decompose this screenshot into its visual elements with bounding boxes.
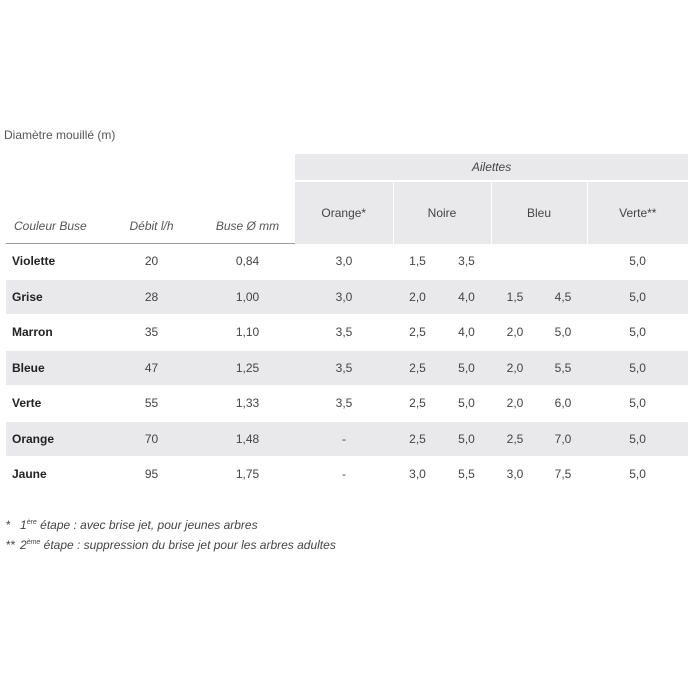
cell-bleu-min: 2,0 (491, 350, 539, 386)
cell-verte: 5,0 (587, 350, 688, 386)
cell-buse: 1,75 (200, 457, 295, 493)
col-header-couleur: Couleur Buse (6, 181, 103, 244)
cell-verte: 5,0 (587, 421, 688, 457)
col-header-buse: Buse Ø mm (200, 181, 295, 244)
cell-debit: 47 (103, 350, 200, 386)
cell-buse: 1,48 (200, 421, 295, 457)
footnote-1-mark: * (6, 518, 11, 532)
table-caption: Diamètre mouillé (m) (4, 128, 116, 142)
cell-noire-max: 3,5 (442, 244, 491, 280)
footnote-2-text: étape : suppression du brise jet pour les arbres adultes (40, 538, 336, 552)
cell-buse: 1,33 (200, 386, 295, 422)
header-row-top (6, 154, 688, 181)
cell-noire-min: 2,5 (393, 315, 442, 351)
cell-verte: 5,0 (587, 457, 688, 493)
cell-bleu-min (491, 244, 539, 280)
cell-bleu-min: 2,0 (491, 386, 539, 422)
footnotes (6, 514, 336, 554)
cell-bleu-max: 7,0 (539, 421, 587, 457)
footnote-2-number: 2 (20, 538, 27, 552)
table-row (6, 244, 688, 280)
cell-noire-max: 5,0 (442, 350, 491, 386)
cell-verte: 5,0 (587, 386, 688, 422)
cell-bleu-max: 4,5 (539, 279, 587, 315)
cell-noire-max: 5,0 (442, 386, 491, 422)
header-row-columns (6, 181, 688, 244)
cell-orange: 3,5 (295, 315, 393, 351)
cell-noire-min: 2,5 (393, 350, 442, 386)
cell-bleu-max (539, 244, 587, 280)
col-header-noire: Noire (393, 181, 491, 244)
footnote-1-text: étape : avec brise jet, pour jeunes arbres (36, 518, 258, 532)
cell-buse: 1,25 (200, 350, 295, 386)
table-row (6, 457, 688, 493)
ailettes-header: Ailettes (295, 154, 688, 181)
cell-orange: 3,5 (295, 386, 393, 422)
cell-verte: 5,0 (587, 315, 688, 351)
cell-noire-max: 4,0 (442, 315, 491, 351)
row-name: Verte (6, 386, 103, 422)
row-name: Bleue (6, 350, 103, 386)
row-name: Jaune (6, 457, 103, 493)
cell-noire-min: 2,0 (393, 279, 442, 315)
cell-debit: 35 (103, 315, 200, 351)
cell-bleu-max: 7,5 (539, 457, 587, 493)
col-header-bleu: Bleu (491, 181, 587, 244)
row-name: Violette (6, 244, 103, 280)
footnote-1-sup: ère (26, 519, 37, 526)
cell-bleu-max: 5,5 (539, 350, 587, 386)
cell-orange: 3,5 (295, 350, 393, 386)
footnote-1 (6, 514, 336, 534)
cell-bleu-min: 2,0 (491, 315, 539, 351)
cell-bleu-max: 5,0 (539, 315, 587, 351)
footnote-1-number: 1 (20, 518, 27, 532)
col-header-verte: Verte** (587, 181, 688, 244)
cell-noire-min: 1,5 (393, 244, 442, 280)
table-row (6, 386, 688, 422)
cell-orange: 3,0 (295, 279, 393, 315)
cell-bleu-min: 3,0 (491, 457, 539, 493)
cell-debit: 28 (103, 279, 200, 315)
row-name: Orange (6, 421, 103, 457)
cell-bleu-min: 2,5 (491, 421, 539, 457)
col-header-debit: Débit l/h (103, 181, 200, 244)
cell-buse: 1,10 (200, 315, 295, 351)
row-name: Grise (6, 279, 103, 315)
cell-noire-min: 3,0 (393, 457, 442, 493)
cell-noire-min: 2,5 (393, 421, 442, 457)
table-row (6, 350, 688, 386)
cell-verte: 5,0 (587, 244, 688, 280)
cell-orange: - (295, 457, 393, 493)
cell-noire-max: 5,0 (442, 421, 491, 457)
cell-orange: 3,0 (295, 244, 393, 280)
footnote-2-mark: ** (6, 538, 16, 552)
footnote-2 (6, 534, 336, 554)
cell-debit: 70 (103, 421, 200, 457)
cell-orange: - (295, 421, 393, 457)
cell-buse: 1,00 (200, 279, 295, 315)
cell-bleu-min: 1,5 (491, 279, 539, 315)
table-row (6, 279, 688, 315)
footnote-2-sup: ème (26, 539, 41, 546)
cell-noire-max: 4,0 (442, 279, 491, 315)
cell-buse: 0,84 (200, 244, 295, 280)
table-row (6, 315, 688, 351)
cell-noire-max: 5,5 (442, 457, 491, 493)
cell-verte: 5,0 (587, 279, 688, 315)
cell-bleu-max: 6,0 (539, 386, 587, 422)
cell-debit: 95 (103, 457, 200, 493)
cell-debit: 55 (103, 386, 200, 422)
nozzle-table (6, 154, 688, 493)
col-header-orange: Orange* (295, 181, 393, 244)
row-name: Marron (6, 315, 103, 351)
cell-debit: 20 (103, 244, 200, 280)
cell-noire-min: 2,5 (393, 386, 442, 422)
table-row (6, 421, 688, 457)
